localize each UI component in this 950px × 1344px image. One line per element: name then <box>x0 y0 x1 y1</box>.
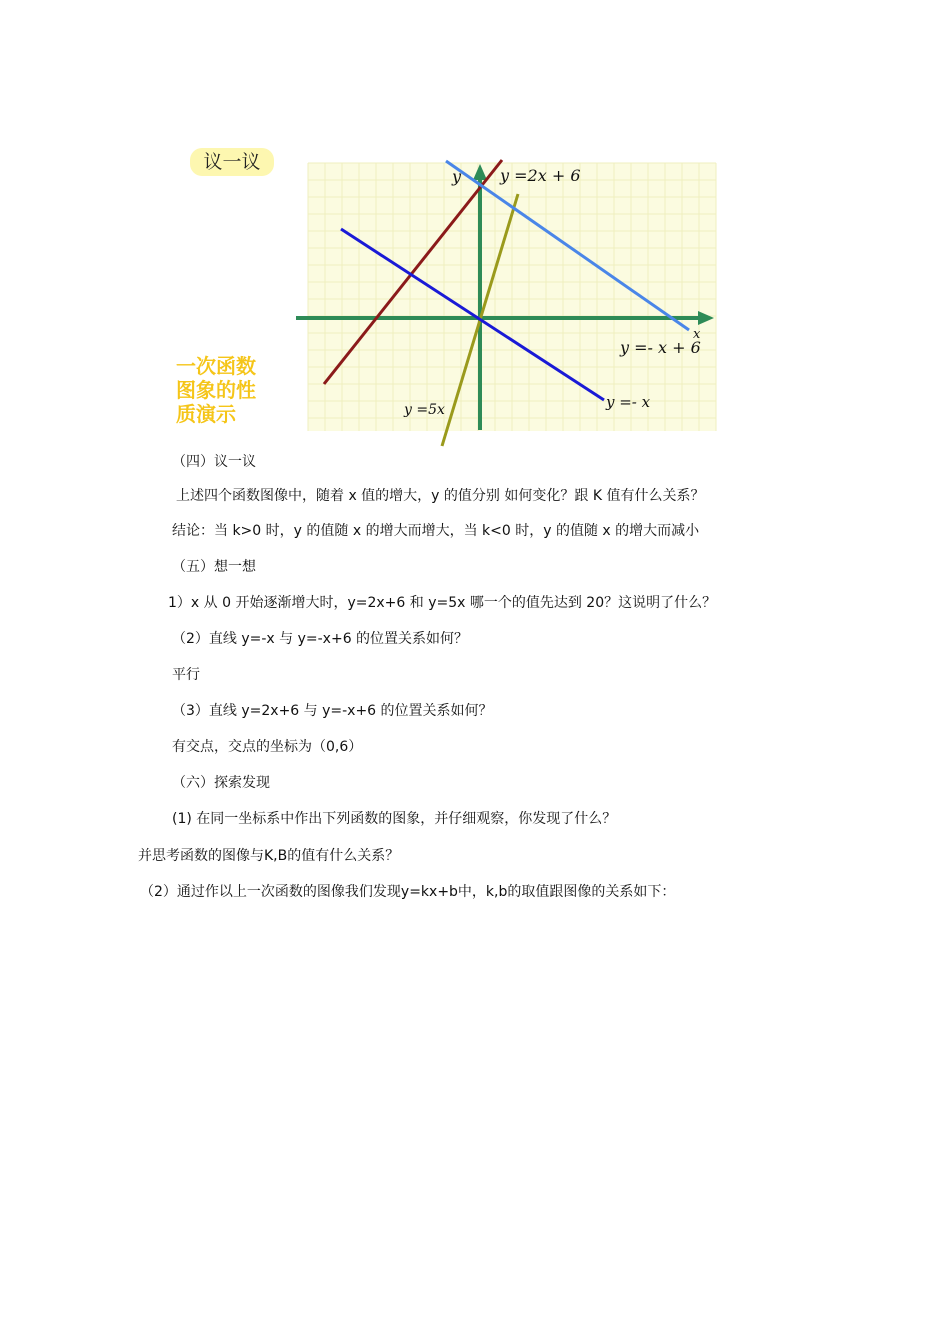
section-six-heading: （六）探索发现 <box>172 775 270 791</box>
side-title-line: 图象的性 <box>176 378 256 402</box>
label-neg-x-plus-6: y =- x + 6 <box>620 338 701 357</box>
explore-item-two: （2）通过作以上一次函数的图像我们发现y=kx+b中，k,b的取值跟图像的关系如下： <box>140 884 676 900</box>
side-title <box>176 354 256 426</box>
section-four-heading: （四）议一议 <box>172 454 256 470</box>
side-title-line: 质演示 <box>176 402 236 426</box>
label-neg-x: y =- x <box>606 393 651 411</box>
question-two: （2）直线 y=-x 与 y=-x+6 的位置关系如何？ <box>172 631 469 647</box>
explore-item-one-continued: 并思考函数的图像与K,B的值有什么关系？ <box>138 848 400 864</box>
question-paragraph: 上述四个函数图像中，随着 x 值的增大，y 的值分别 如何变化？跟 K 值有什么关系？ <box>176 488 705 504</box>
question-three: （3）直线 y=2x+6 与 y=-x+6 的位置关系如何？ <box>172 703 493 719</box>
answer-three: 有交点，交点的坐标为（0,6） <box>172 739 363 755</box>
x-axis-label: x <box>693 327 701 342</box>
label-2x-plus-6: y =2x + 6 <box>500 166 581 185</box>
answer-two: 平行 <box>172 667 200 683</box>
label-5x: y =5x <box>404 402 445 418</box>
side-title-line: 一次函数 <box>176 354 256 378</box>
conclusion-paragraph: 结论：当 k>0 时，y 的值随 x 的增大而增大，当 k<0 时，y 的值随 x 的增大而减小 <box>172 523 700 539</box>
function-graph-figure <box>0 0 950 450</box>
section-five-heading: （五）想一想 <box>172 559 256 575</box>
y-axis-label: y <box>452 167 462 186</box>
discussion-badge: 议一议 <box>190 148 274 176</box>
explore-item-one: (1) 在同一坐标系中作出下列函数的图象，并仔细观察，你发现了什么？ <box>172 811 617 827</box>
question-one: 1）x 从 0 开始逐渐增大时，y=2x+6 和 y=5x 哪一个的值先达到 20？这说明了什么？ <box>168 595 717 611</box>
